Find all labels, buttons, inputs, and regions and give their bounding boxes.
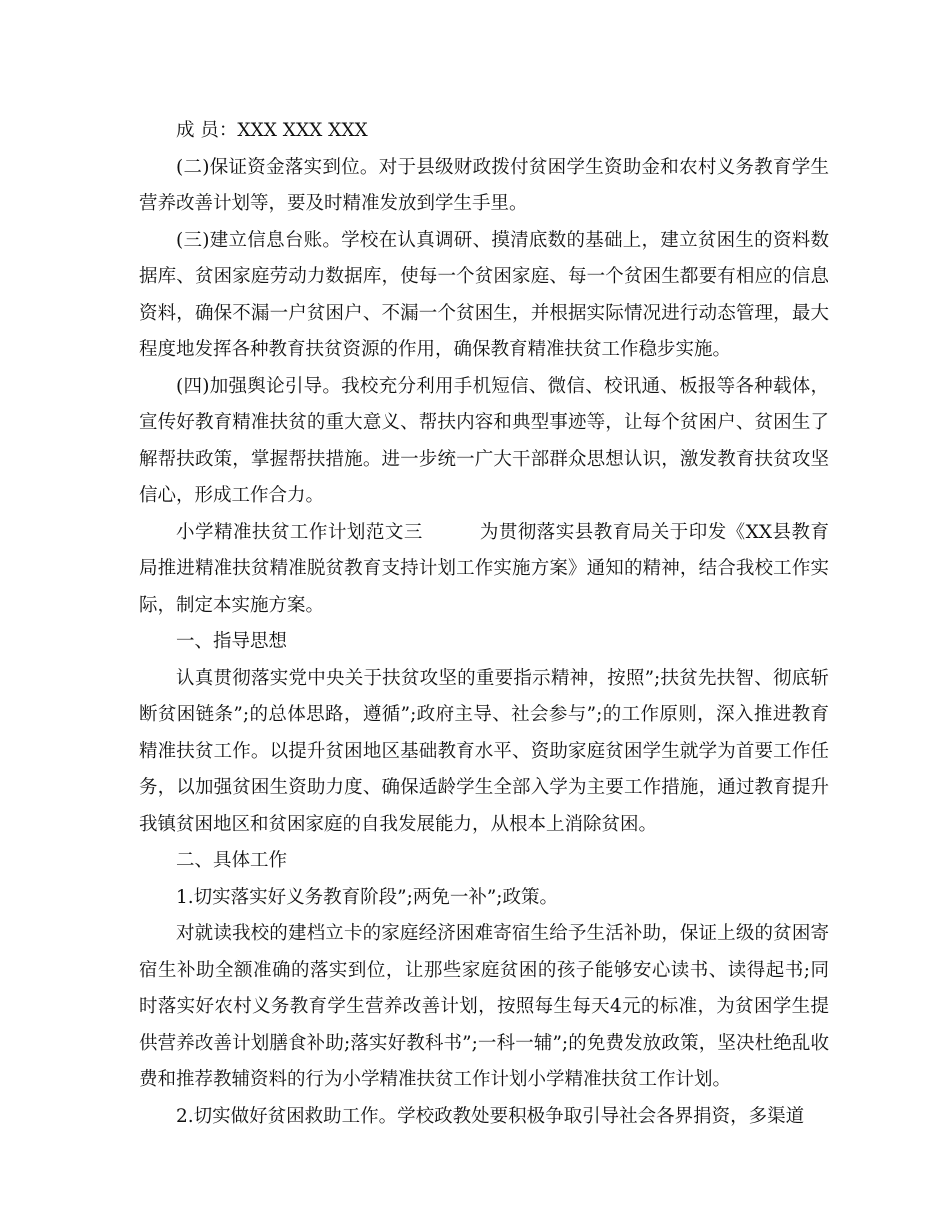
paragraph-public-opinion: (四)加强舆论引导。我校充分利用手机短信、微信、校讯通、板报等各种载体，宣传好教育精准扶贫的重大意义、帮扶内容和典型事迹等，让每个贫困户、贫困生了解帮扶政策，掌握帮扶措施。进一步统一广大干部群众思想认识，激发教育扶贫攻坚信心，形成工作合力。: [139, 375, 829, 506]
paragraph-info-ledger: (三)建立信息台账。学校在认真调研、摸清底数的基础上，建立贫困生的资料数据库、贫困家庭劳动力数据库，使每一个贫困家庭、每一个贫困生都要有相应的信息资料，确保不漏一户贫困户、不漏一个贫困生，并根据实际情况进行动态管理，最大程度地发挥各种教育扶贫资源的作用，确保教育精准扶贫工作稳步实施。: [139, 229, 829, 360]
paragraph-guiding-thought: 认真贯彻落实党中央关于扶贫攻坚的重要指示精神，按照”;扶贫先扶智、彻底斩断贫困链条”;的总体思路，遵循”;政府主导、社会参与”;的工作原则，深入推进教育精准扶贫工作。以提升贫困地区基础教育水平、资助家庭贫困学生就学为首要工作任务，以加强贫困生资助力度、确保适龄学生全部入学为主要工作措施，通过教育提升我镇贫困地区和贫困家庭的自我发展能力，从根本上消除贫困。: [139, 667, 829, 835]
members-line: 成 员：XXX XXX XXX: [176, 120, 368, 141]
paragraph-boarding-subsidy: 对就读我校的建档立卡的家庭经济困难寄宿生给予生活补助，保证上级的贫困寄宿生补助全额准确的落实到位，让那些家庭贫困的孩子能够安心读书、读得起书;同时落实好农村义务教育学生营养改善计划，按照每生每天4元的标准，为贫困学生提供营养改善计划膳食补助;落实好教科书”;一科一辅”;的免费发放政策，坚决杜绝乱收费和推荐教辅资料的行为小学精准扶贫工作计划小学精准扶贫工作计划。: [139, 923, 829, 1090]
paragraph-plan-three-intro: 小学精准扶贫工作计划范文三 为贯彻落实县教育局关于印发《XX县教育局推进精准扶贫精准脱贫教育支持计划工作实施方案》通知的精神，结合我校工作实际，制定本实施方案。: [139, 521, 829, 616]
item-heading-2: 2.切实做好贫困救助工作。学校政教处要积极争取引导社会各界捐资，多渠道: [176, 1105, 805, 1127]
item-heading-1: 1.切实落实好义务教育阶段”;两免一补”;政策。: [176, 886, 559, 908]
section-heading-guiding-thought: 一、指导思想: [176, 631, 288, 652]
section-heading-specific-work: 二、具体工作: [176, 850, 288, 871]
paragraph-funding: (二)保证资金落实到位。对于县级财政拨付贫困学生资助金和农村义务教育学生营养改善计划等，要及时精准发放到学生手里。: [139, 156, 829, 214]
document-body: [139, 113, 829, 1135]
